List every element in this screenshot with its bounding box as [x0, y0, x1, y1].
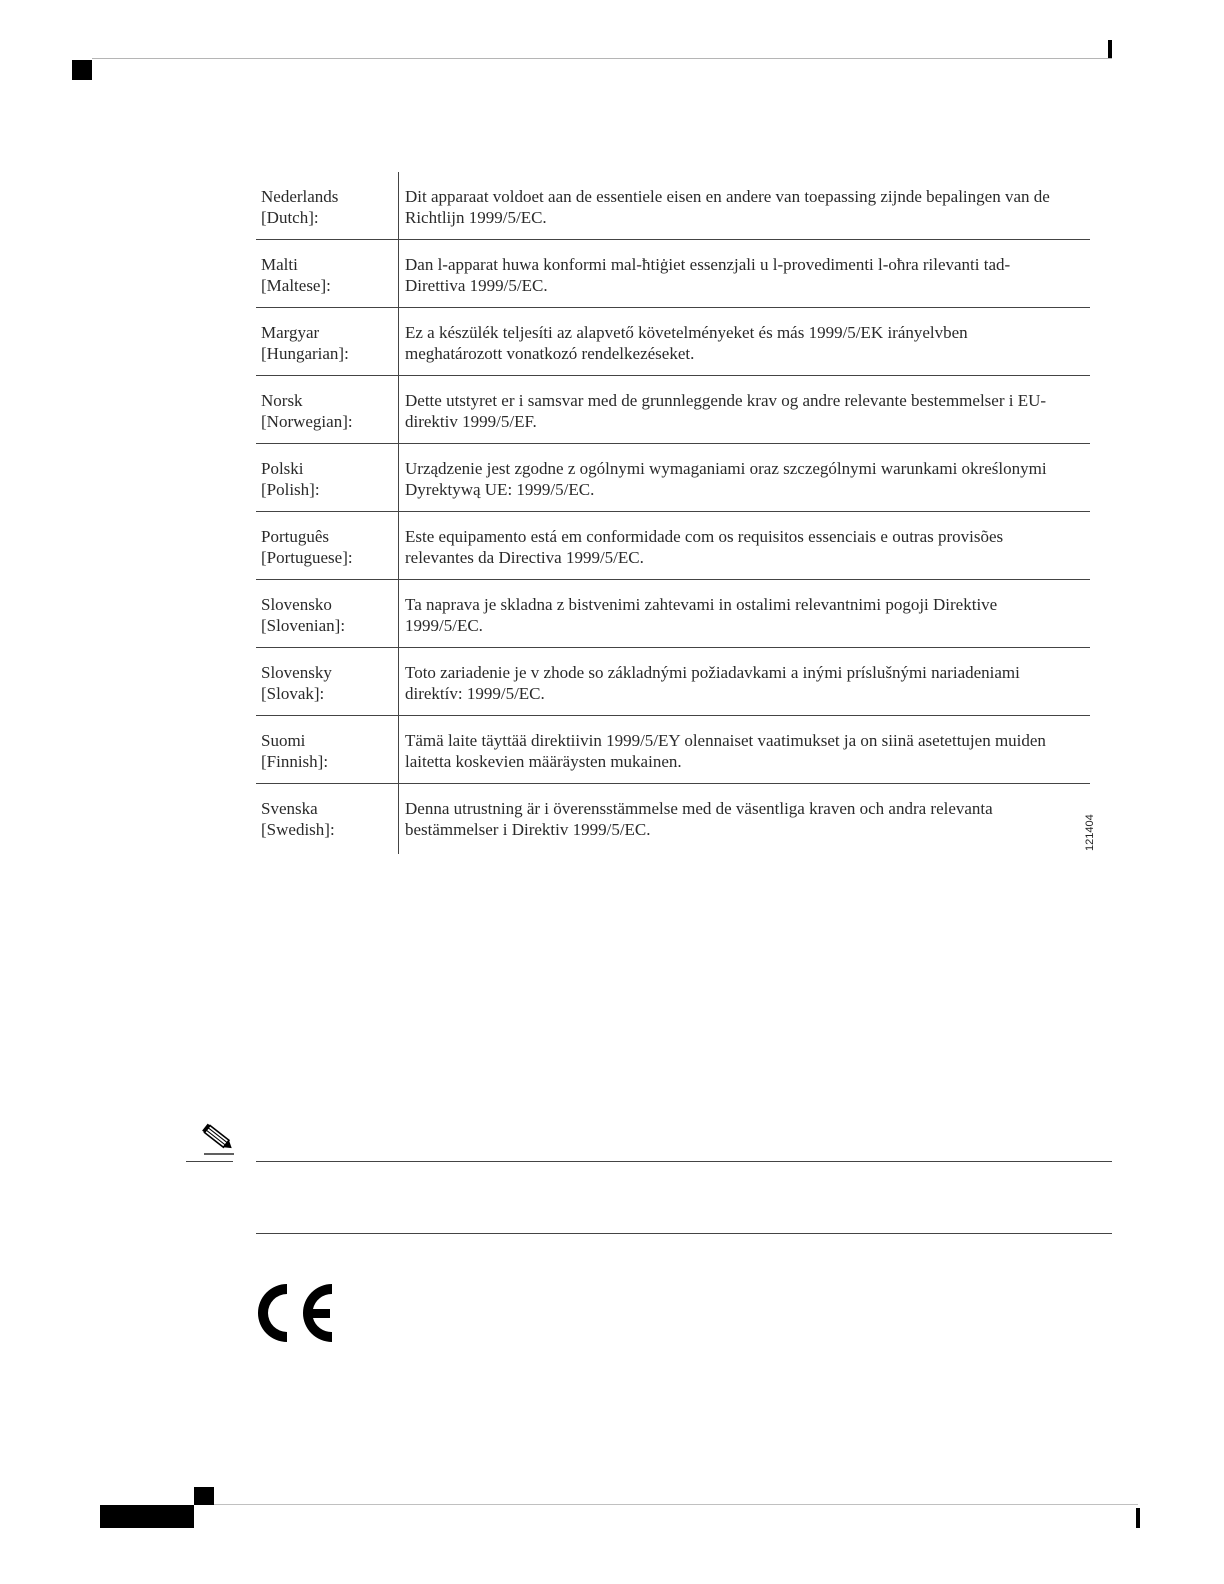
declaration-text — [399, 444, 1090, 511]
language-cell — [256, 308, 399, 375]
language-name: Português — [261, 527, 329, 546]
declaration-line: Direttiva 1999/5/EC. — [405, 276, 548, 295]
declaration-line: Ez a készülék teljesíti az alapvető követelményeket és más 1999/5/EK irányelvben — [405, 323, 968, 342]
table-row — [256, 308, 1090, 376]
ce-mark-icon — [254, 1282, 338, 1344]
declaration-text — [399, 172, 1090, 239]
table-row — [256, 648, 1090, 716]
declaration-line: Ta naprava je skladna z bistvenimi zahtevami in ostalimi relevantnimi pogoji Direktive — [405, 595, 998, 614]
declaration-text — [399, 308, 1090, 375]
language-name: Polski — [261, 459, 304, 478]
language-name: Slovensko — [261, 595, 332, 614]
language-name: Norsk — [261, 391, 303, 410]
declaration-text — [399, 648, 1090, 715]
table-row — [256, 716, 1090, 784]
language-english: [Hungarian]: — [261, 344, 349, 363]
declaration-line: Urządzenie jest zgodne z ogólnymi wymaganiami oraz szczególnymi warunkami określonymi — [405, 459, 1047, 478]
declaration-text — [399, 240, 1090, 307]
language-name: Suomi — [261, 731, 306, 750]
declaration-line: Dit apparaat voldoet aan de essentiele eisen en andere van toepassing zijnde bepalingen van de — [405, 187, 1050, 206]
language-english: [Norwegian]: — [261, 412, 353, 431]
declaration-line: Dette utstyret er i samsvar med de grunnleggende krav og andre relevante bestemmelser i EU- — [405, 391, 1047, 410]
table-row — [256, 240, 1090, 308]
header-tick — [1108, 40, 1112, 58]
language-english: [Dutch]: — [261, 208, 319, 227]
language-cell — [256, 512, 399, 579]
declaration-line: Denna utrustning är i överensstämmelse med de väsentliga kraven och andra relevanta — [405, 799, 993, 818]
declaration-text — [399, 376, 1090, 443]
language-english: [Portuguese]: — [261, 548, 353, 567]
header-rule — [92, 58, 1112, 59]
declaration-line: meghatározott vonatkozó rendelkezéseket. — [405, 344, 695, 363]
language-cell — [256, 580, 399, 647]
note-rule-short — [186, 1161, 233, 1162]
language-name: Slovensky — [261, 663, 332, 682]
declaration-text — [399, 580, 1090, 647]
pencil-note-icon — [198, 1120, 238, 1156]
declaration-line: direktív: 1999/5/EC. — [405, 684, 545, 703]
table-row — [256, 376, 1090, 444]
language-cell — [256, 444, 399, 511]
note-rule-top — [256, 1161, 1112, 1162]
declaration-line: Toto zariadenie je v zhode so základnými požiadavkami a inými príslušnými nariadeniami — [405, 663, 1020, 682]
language-english: [Swedish]: — [261, 820, 335, 839]
declaration-line: Dan l-apparat huwa konformi mal-ħtiġiet essenzjali u l-provedimenti l-oħra rilevanti tad- — [405, 255, 1011, 274]
declaration-line: Este equipamento está em conformidade com os requisitos essenciais e outras provisões — [405, 527, 1004, 546]
declaration-line: direktiv 1999/5/EF. — [405, 412, 537, 431]
language-name: Malti — [261, 255, 298, 274]
declaration-line: Richtlijn 1999/5/EC. — [405, 208, 547, 227]
table-row — [256, 580, 1090, 648]
figure-id: 121404 — [1084, 814, 1096, 851]
language-name: Margyar — [261, 323, 320, 342]
note-rule-bottom — [256, 1233, 1112, 1234]
footer-bar — [100, 1505, 194, 1528]
declaration-line: Dyrektywą UE: 1999/5/EC. — [405, 480, 595, 499]
table-row — [256, 444, 1090, 512]
declaration-line: laitetta koskevien määräysten mukainen. — [405, 752, 682, 771]
language-english: [Slovak]: — [261, 684, 325, 703]
declaration-text — [399, 512, 1090, 579]
language-name: Nederlands — [261, 187, 339, 206]
language-cell — [256, 376, 399, 443]
language-english: [Maltese]: — [261, 276, 331, 295]
language-english: [Finnish]: — [261, 752, 329, 771]
declaration-text — [399, 784, 1090, 854]
header-marker — [72, 60, 92, 80]
footer-marker — [194, 1487, 214, 1505]
declaration-table — [256, 172, 1090, 854]
language-cell — [256, 716, 399, 783]
declaration-line: relevantes da Directiva 1999/5/EC. — [405, 548, 644, 567]
language-english: [Polish]: — [261, 480, 320, 499]
declaration-text — [399, 716, 1090, 783]
table-row — [256, 172, 1090, 240]
declaration-line: Tämä laite täyttää direktiivin 1999/5/EY olennaiset vaatimukset ja on siinä asetettujen muiden — [405, 731, 1046, 750]
language-cell — [256, 172, 399, 239]
footer-tick — [1136, 1508, 1140, 1528]
table-row — [256, 512, 1090, 580]
language-cell — [256, 784, 399, 854]
table-row — [256, 784, 1090, 854]
language-cell — [256, 240, 399, 307]
language-name: Svenska — [261, 799, 318, 818]
footer-rule — [214, 1504, 1138, 1505]
language-english: [Slovenian]: — [261, 616, 346, 635]
declaration-line: bestämmelser i Direktiv 1999/5/EC. — [405, 820, 651, 839]
declaration-line: 1999/5/EC. — [405, 616, 483, 635]
language-cell — [256, 648, 399, 715]
